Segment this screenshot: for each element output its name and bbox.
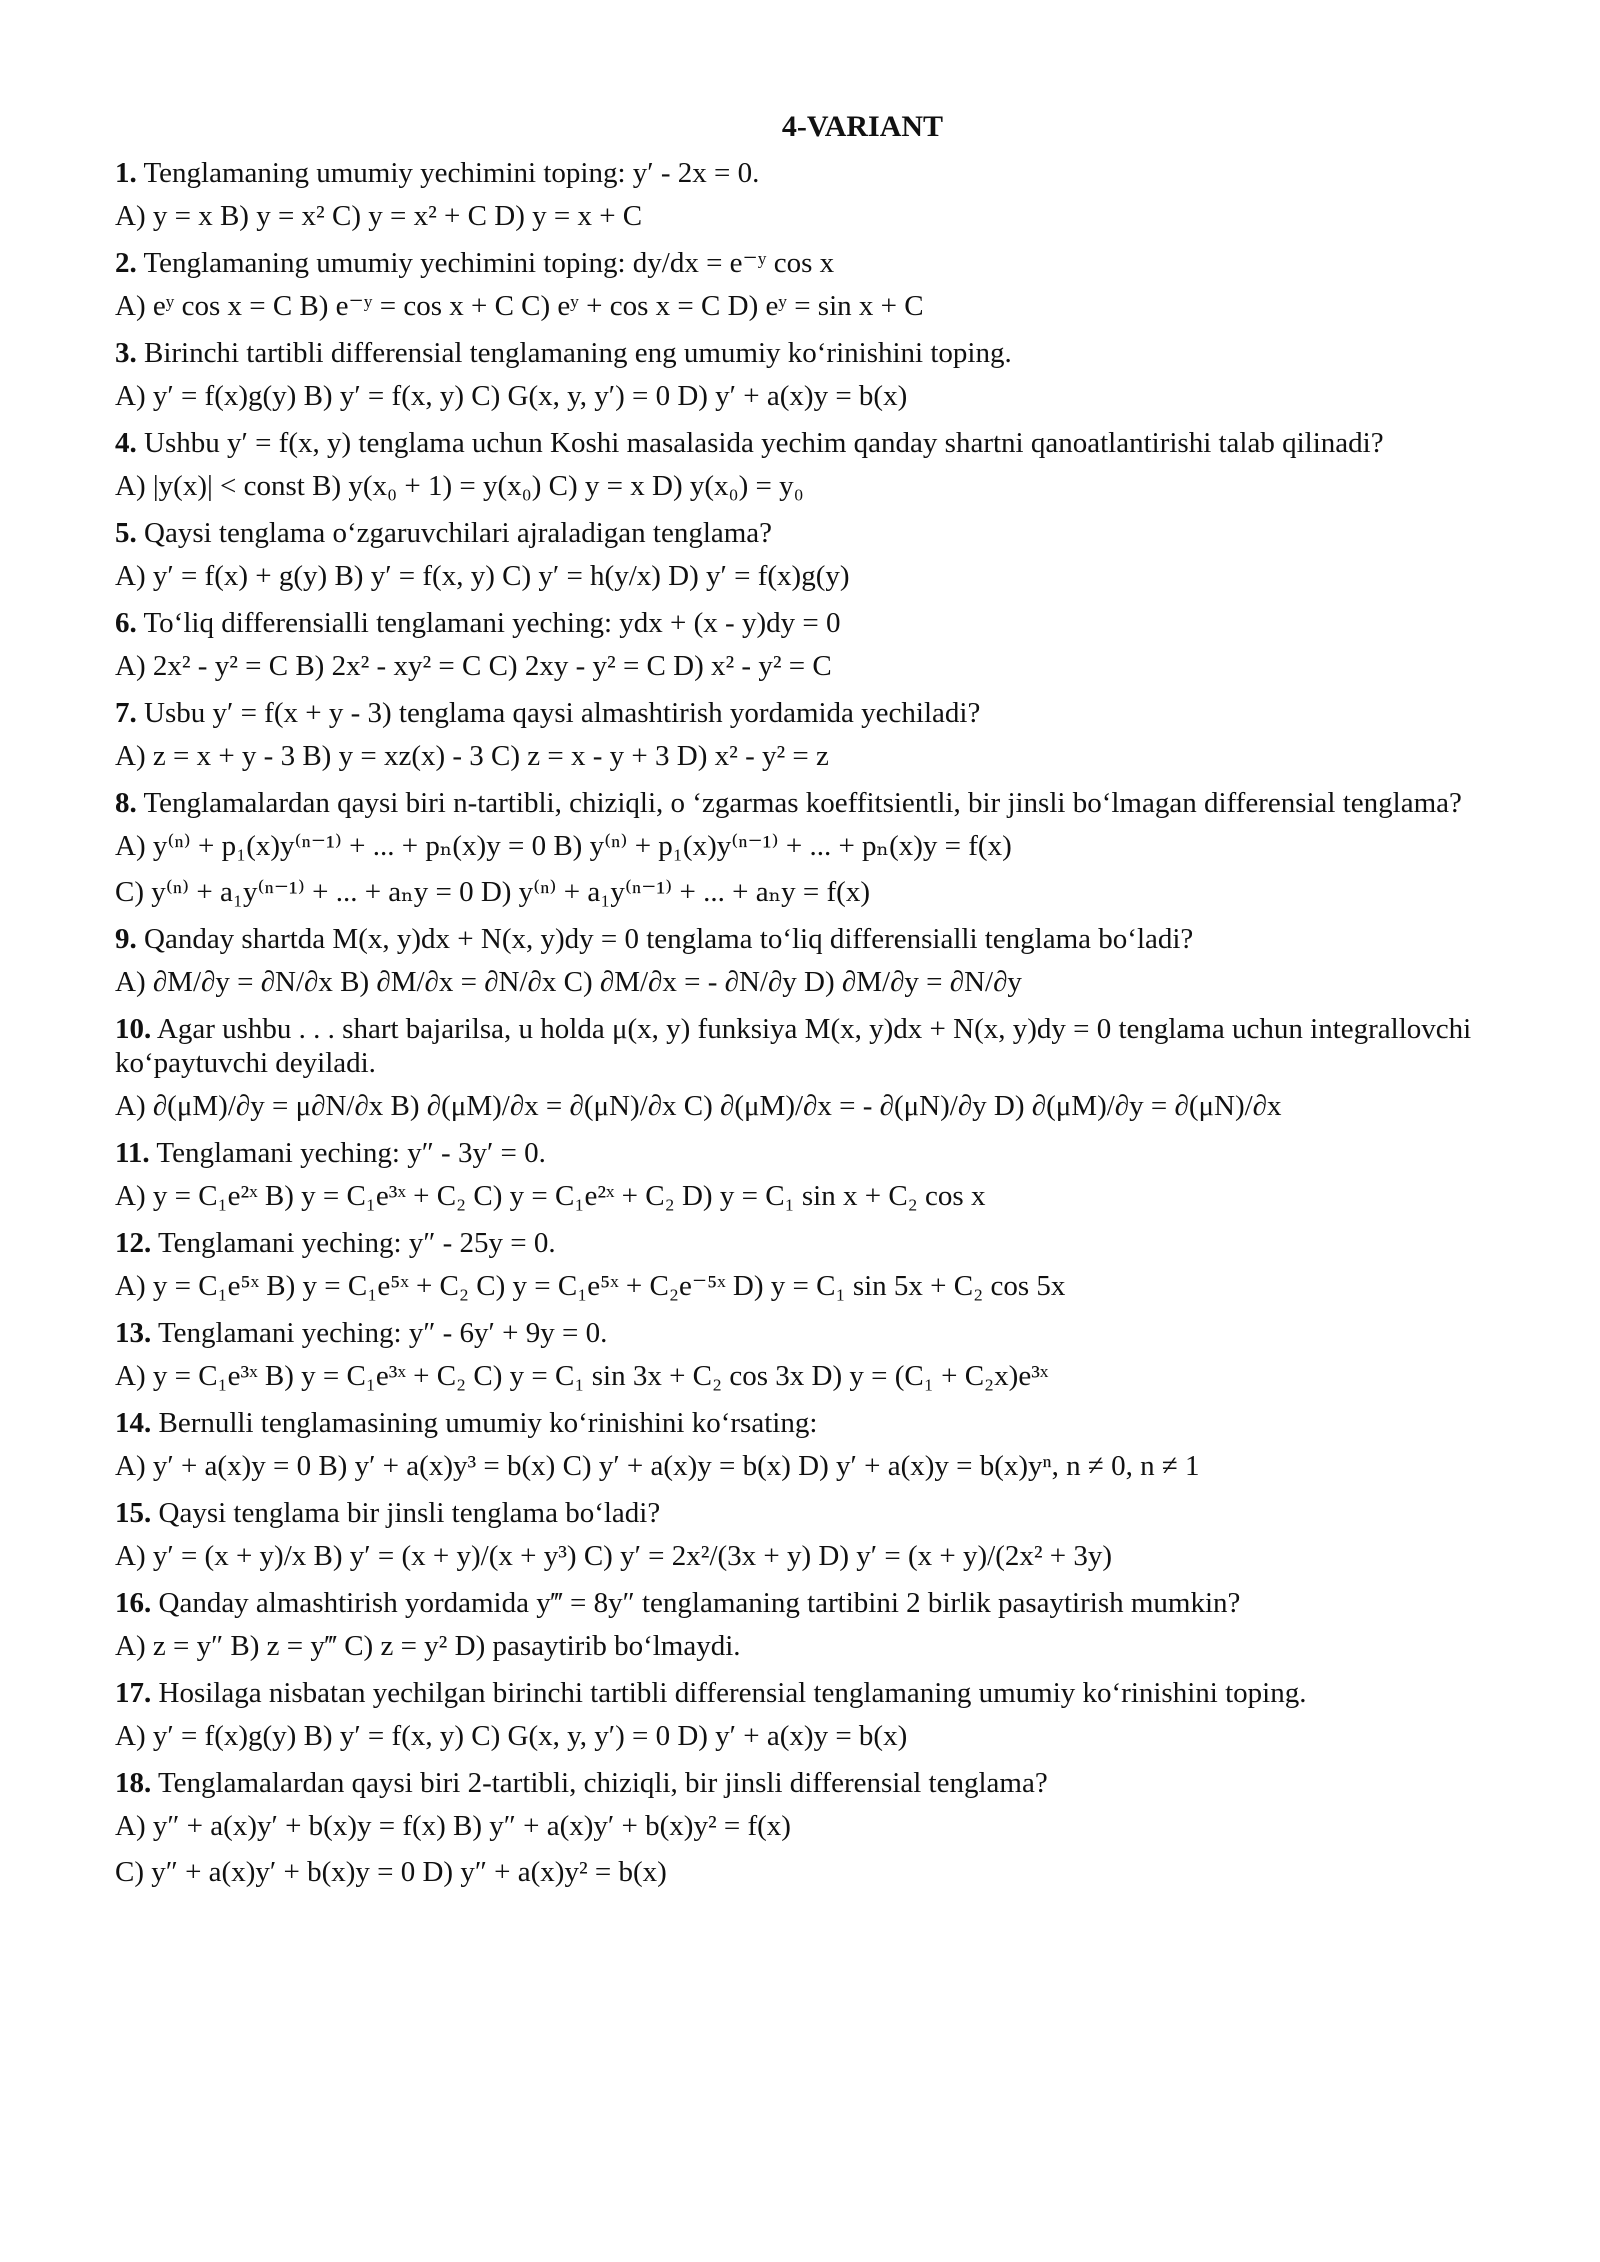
question-13 [115, 1316, 1505, 1396]
question-number: 4. [115, 427, 137, 459]
question-number: 11. [115, 1137, 150, 1169]
answer-options: A) ∂(μM)/∂y = μ∂N/∂x B) ∂(μM)/∂x = ∂(μN)/∂x C) ∂(μM)/∂x = - ∂(μN)/∂y D) ∂(μM)/∂y = ∂(μN)/∂x [115, 1090, 1282, 1122]
question-text: Qaysi tenglama bir jinsli tenglama bo‘ladi? [158, 1497, 661, 1529]
question-text: Tenglamaning umumiy yechimini toping: y′ - 2x = 0. [143, 157, 760, 189]
question-3 [115, 336, 1505, 416]
question-6 [115, 606, 1505, 686]
question-number: 3. [115, 337, 137, 369]
answer-options: A) 2x² - y² = C B) 2x² - xy² = C C) 2xy - y² = C D) x² - y² = C [115, 650, 832, 682]
question-14 [115, 1406, 1505, 1486]
answer-options: A) y′ = f(x) + g(y) B) y′ = f(x, y) C) y′ = h(y/x) D) y′ = f(x)g(y) [115, 560, 850, 592]
question-10 [115, 1012, 1505, 1126]
question-text: Tenglamaning umumiy yechimini toping: dy/dx = e⁻ʸ cos x [143, 247, 835, 279]
question-text: Tenglamani yeching: y″ - 25y = 0. [157, 1227, 556, 1259]
answer-options: A) y = C₁e⁵ˣ B) y = C₁e⁵ˣ + C₂ C) y = C₁e⁵ˣ + C₂e⁻⁵ˣ D) y = C₁ sin 5x + C₂ cos 5x [115, 1270, 1066, 1302]
question-8 [115, 786, 1505, 912]
answer-options: A) z = y″ B) z = y‴ C) z = y² D) pasaytirib bo‘lmaydi. [115, 1630, 741, 1662]
question-number: 5. [115, 517, 137, 549]
question-text: Tenglamalardan qaysi biri 2-tartibli, chiziqli, bir jinsli differensial tenglama? [157, 1767, 1048, 1799]
question-9 [115, 922, 1505, 1002]
answer-options: A) y⁽ⁿ⁾ + p₁(x)y⁽ⁿ⁻¹⁾ + ... + pₙ(x)y = 0 B) y⁽ⁿ⁾ + p₁(x)y⁽ⁿ⁻¹⁾ + ... + pₙ(x)y = f(x) [115, 830, 1012, 862]
answer-options-row-2: C) y⁽ⁿ⁾ + a₁y⁽ⁿ⁻¹⁾ + ... + aₙy = 0 D) y⁽ⁿ⁾ + a₁y⁽ⁿ⁻¹⁾ + ... + aₙy = f(x) [115, 876, 870, 908]
question-number: 1. [115, 157, 137, 189]
question-number: 12. [115, 1227, 152, 1259]
question-number: 14. [115, 1407, 152, 1439]
answer-options: A) ∂M/∂y = ∂N/∂x B) ∂M/∂x = ∂N/∂x C) ∂M/∂x = - ∂N/∂y D) ∂M/∂y = ∂N/∂y [115, 966, 1022, 998]
question-text: Tenglamani yeching: y″ - 3y′ = 0. [156, 1137, 546, 1169]
question-11 [115, 1136, 1505, 1216]
answer-options: A) y = C₁e³ˣ B) y = C₁e³ˣ + C₂ C) y = C₁ sin 3x + C₂ cos 3x D) y = (C₁ + C₂x)e³ˣ [115, 1360, 1049, 1392]
answer-options: A) y = C₁e²ˣ B) y = C₁e³ˣ + C₂ C) y = C₁e²ˣ + C₂ D) y = C₁ sin x + C₂ cos x [115, 1180, 986, 1212]
answer-options: A) y′ = f(x)g(y) B) y′ = f(x, y) C) G(x, y, y′) = 0 D) y′ + a(x)y = b(x) [115, 380, 908, 412]
question-7 [115, 696, 1505, 776]
question-text: Usbu y′ = f(x + y - 3) tenglama qaysi almashtirish yordamida yechiladi? [144, 697, 981, 729]
answer-options: A) z = x + y - 3 B) y = xz(x) - 3 C) z = x - y + 3 D) x² - y² = z [115, 740, 829, 772]
question-2 [115, 246, 1505, 326]
document-page [115, 112, 1505, 1892]
question-15 [115, 1496, 1505, 1576]
question-1 [115, 156, 1505, 236]
question-5 [115, 516, 1505, 596]
answer-options-row-2: C) y″ + a(x)y′ + b(x)y = 0 D) y″ + a(x)y² = b(x) [115, 1856, 667, 1888]
question-4 [115, 426, 1505, 506]
question-number: 8. [115, 787, 137, 819]
question-number: 2. [115, 247, 137, 279]
question-text: Birinchi tartibli differensial tenglamaning eng umumiy ko‘rinishini toping. [144, 337, 1012, 369]
question-17 [115, 1676, 1505, 1756]
question-16 [115, 1586, 1505, 1666]
question-text: To‘liq differensialli tenglamani yeching: ydx + (x - y)dy = 0 [143, 607, 841, 639]
question-text: Qanday almashtirish yordamida y‴ = 8y″ tenglamaning tartibini 2 birlik pasaytirish mumkin? [158, 1587, 1241, 1619]
question-text: Ushbu y′ = f(x, y) tenglama uchun Koshi masalasida yechim qanday shartni qanoatlantirishi talab qilinadi? [144, 427, 1384, 459]
answer-options: A) eʸ cos x = C B) e⁻ʸ = cos x + C C) eʸ + cos x = C D) eʸ = sin x + C [115, 290, 924, 322]
question-number: 13. [115, 1317, 152, 1349]
question-number: 6. [115, 607, 137, 639]
question-text: Bernulli tenglamasining umumiy ko‘rinishini ko‘rsating: [158, 1407, 818, 1439]
question-text: Tenglamalardan qaysi biri n-tartibli, chiziqli, o ‘zgarmas koeffitsientli, bir jinsli bo‘lmagan differensial tenglama? [143, 787, 1462, 819]
question-number: 10. [115, 1013, 152, 1045]
answer-options: A) y′ = f(x)g(y) B) y′ = f(x, y) C) G(x, y, y′) = 0 D) y′ + a(x)y = b(x) [115, 1720, 908, 1752]
question-text: Hosilaga nisbatan yechilgan birinchi tartibli differensial tenglamaning umumiy ko‘rinishini toping. [158, 1677, 1307, 1709]
question-text: Qanday shartda M(x, y)dx + N(x, y)dy = 0 tenglama to‘liq differensialli tenglama bo‘ladi? [144, 923, 1194, 955]
question-text: Agar ushbu . . . shart bajarilsa, u holda μ(x, y) funksiya M(x, y)dx + N(x, y)dy = 0 tenglama uchun integrallovchi ko‘paytuvchi deyiladi. [115, 1013, 1472, 1079]
question-number: 15. [115, 1497, 152, 1529]
question-number: 7. [115, 697, 137, 729]
answer-options: A) y″ + a(x)y′ + b(x)y = f(x) B) y″ + a(x)y′ + b(x)y² = f(x) [115, 1810, 791, 1842]
question-number: 17. [115, 1677, 152, 1709]
answer-options: A) y′ + a(x)y = 0 B) y′ + a(x)y³ = b(x) C) y′ + a(x)y = b(x) D) y′ + a(x)y = b(x)yⁿ, n ≠ 0, n ≠ 1 [115, 1450, 1200, 1482]
answer-options: A) y = x B) y = x² C) y = x² + C D) y = x + C [115, 200, 643, 232]
answer-options: A) y′ = (x + y)/x B) y′ = (x + y)/(x + y³) C) y′ = 2x²/(3x + y) D) y′ = (x + y)/(2x² + 3y) [115, 1540, 1113, 1572]
question-text: Tenglamani yeching: y″ - 6y′ + 9y = 0. [157, 1317, 608, 1349]
question-number: 9. [115, 923, 137, 955]
question-12 [115, 1226, 1505, 1306]
answer-options: A) |y(x)| < const B) y(x₀ + 1) = y(x₀) C) y = x D) y(x₀) = y₀ [115, 470, 804, 502]
question-text: Qaysi tenglama o‘zgaruvchilari ajraladigan tenglama? [144, 517, 773, 549]
question-number: 18. [115, 1767, 152, 1799]
page-title: 4-VARIANT [781, 110, 944, 143]
question-number: 16. [115, 1587, 152, 1619]
question-18 [115, 1766, 1505, 1892]
